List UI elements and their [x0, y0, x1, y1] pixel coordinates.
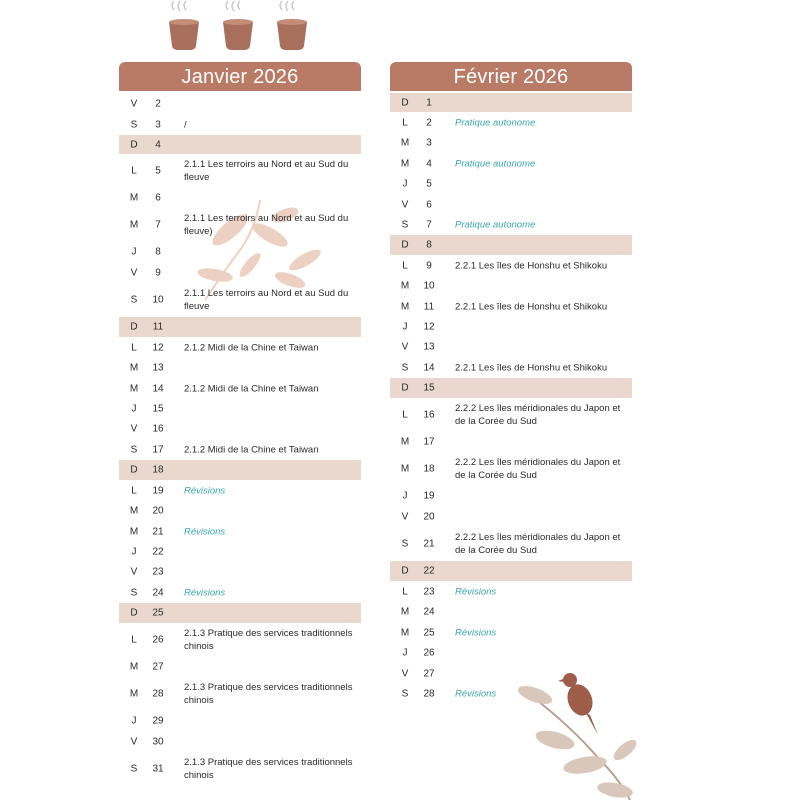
- day-row: [390, 581, 632, 602]
- weekday-letter: M: [400, 137, 410, 149]
- day-number: 7: [155, 219, 161, 231]
- day-number: 23: [152, 566, 164, 578]
- weekday-letter: M: [400, 158, 410, 169]
- day-row: [390, 432, 632, 452]
- day-number: 25: [423, 627, 435, 638]
- weekday-letter: S: [130, 119, 138, 130]
- day-row: [119, 582, 361, 603]
- day-row: [390, 602, 632, 622]
- day-number: 30: [152, 736, 164, 747]
- day-number: 16: [152, 423, 164, 435]
- day-row: [119, 731, 361, 752]
- day-number: 21: [423, 538, 435, 550]
- day-lesson: /: [184, 119, 187, 130]
- day-row: [390, 194, 632, 215]
- day-row: [390, 153, 632, 174]
- day-number: 10: [423, 280, 435, 292]
- day-row: [119, 542, 361, 562]
- weekday-letter: V: [401, 511, 409, 522]
- weekday-letter: M: [129, 219, 139, 231]
- day-row: [390, 235, 632, 255]
- weekday-letter: V: [130, 423, 138, 435]
- day-note: Révisions: [455, 627, 497, 638]
- day-number: 16: [423, 409, 435, 421]
- weekday-letter: D: [401, 97, 409, 108]
- day-row: [390, 296, 632, 317]
- month-title: Janvier 2026: [119, 62, 361, 91]
- tea-cup-icon: [169, 1, 199, 50]
- weekday-letter: V: [130, 736, 138, 747]
- day-number: 12: [423, 321, 435, 333]
- weekday-letter: S: [130, 444, 138, 455]
- tea-cups-decoration: [168, 0, 313, 56]
- day-number: 11: [152, 321, 164, 333]
- day-number: 15: [152, 403, 164, 415]
- day-list: [390, 93, 632, 704]
- day-row: [390, 663, 632, 684]
- day-row: [119, 188, 361, 208]
- day-lesson: 2.2.2 Les îles méridionales du Japon et de la Corée du Sud: [455, 532, 621, 556]
- day-number: 13: [152, 362, 164, 374]
- weekday-letter: V: [401, 199, 409, 210]
- day-row: [390, 486, 632, 506]
- day-row: [390, 337, 632, 357]
- day-row: [119, 521, 361, 542]
- day-number: 24: [152, 587, 164, 598]
- day-row: [119, 378, 361, 399]
- day-number: 18: [423, 463, 435, 475]
- day-number: 8: [426, 239, 432, 251]
- day-row: [390, 622, 632, 643]
- day-number: 14: [423, 362, 435, 373]
- weekday-letter: J: [131, 403, 137, 415]
- day-number: 28: [423, 688, 435, 700]
- weekday-letter: M: [400, 627, 410, 638]
- weekday-letter: V: [130, 98, 138, 109]
- day-number: 4: [426, 158, 432, 169]
- day-lesson: 2.1.2 Midi de la Chine et Taiwan: [184, 342, 319, 353]
- day-row: [119, 501, 361, 521]
- weekday-letter: S: [130, 294, 138, 306]
- weekday-letter: D: [401, 382, 409, 394]
- weekday-letter: M: [129, 526, 139, 537]
- day-number: 2: [155, 98, 161, 109]
- day-number: 9: [155, 267, 161, 278]
- weekday-letter: V: [130, 566, 138, 578]
- day-row: [390, 378, 632, 398]
- day-row: [119, 114, 361, 135]
- day-lesson: 2.1.3 Pratique des services traditionnels chinois: [184, 628, 353, 652]
- weekday-letter: V: [401, 668, 409, 679]
- day-row: [119, 562, 361, 582]
- month-january: [119, 62, 361, 786]
- weekday-letter: D: [401, 565, 409, 577]
- day-row: [390, 357, 632, 378]
- day-row: [390, 398, 632, 432]
- day-lesson: 2.1.3 Pratique des services traditionnels chinois: [184, 757, 353, 781]
- weekday-letter: M: [400, 280, 410, 292]
- tea-cup-icon: [223, 1, 253, 50]
- day-number: 29: [152, 715, 164, 727]
- day-row: [119, 135, 361, 154]
- day-number: 26: [152, 634, 164, 646]
- weekday-letter: S: [401, 688, 409, 700]
- weekday-letter: M: [400, 436, 410, 448]
- weekday-letter: M: [129, 362, 139, 374]
- day-note: Révisions: [184, 485, 226, 496]
- day-number: 18: [152, 464, 164, 476]
- day-number: 10: [152, 294, 164, 306]
- day-row: [390, 93, 632, 112]
- day-number: 28: [152, 688, 164, 700]
- tea-cup-icon: [277, 1, 307, 50]
- day-number: 17: [423, 436, 435, 448]
- weekday-letter: J: [131, 715, 137, 727]
- day-lesson: 2.2.2 Les îles méridionales du Japon et de la Corée du Sud: [455, 457, 621, 481]
- day-row: [390, 112, 632, 133]
- day-lesson: 2.2.2 Les îles méridionales du Japon et de la Corée du Sud: [455, 403, 621, 427]
- weekday-letter: M: [400, 463, 410, 475]
- day-row: [119, 93, 361, 114]
- weekday-letter: D: [130, 321, 138, 333]
- day-number: 13: [423, 341, 435, 353]
- weekday-letter: S: [130, 763, 138, 775]
- day-lesson: 2.2.1 Les îles de Honshu et Shikoku: [455, 362, 608, 373]
- day-row: [119, 711, 361, 731]
- day-number: 26: [423, 647, 435, 659]
- day-number: 15: [423, 382, 435, 394]
- day-number: 19: [152, 485, 164, 496]
- day-lesson: 2.1.2 Midi de la Chine et Taiwan: [184, 383, 319, 394]
- day-number: 21: [152, 526, 164, 537]
- day-lesson: 2.1.3 Pratique des services traditionnels chinois: [184, 682, 353, 706]
- weekday-letter: J: [402, 647, 408, 659]
- weekday-letter: L: [131, 342, 137, 353]
- day-list: [119, 93, 361, 786]
- day-row: [119, 154, 361, 188]
- day-row: [390, 527, 632, 561]
- day-note: Révisions: [455, 688, 497, 700]
- weekday-letter: D: [401, 239, 409, 251]
- weekday-letter: L: [402, 117, 408, 128]
- day-row: [119, 399, 361, 419]
- day-number: 20: [152, 505, 164, 517]
- day-number: 5: [426, 178, 432, 190]
- day-row: [119, 752, 361, 786]
- day-number: 5: [155, 165, 161, 177]
- day-row: [119, 623, 361, 657]
- weekday-letter: S: [130, 587, 138, 598]
- day-lesson: 2.2.1 Les îles de Honshu et Shikoku: [455, 301, 608, 312]
- day-row: [390, 276, 632, 296]
- weekday-letter: J: [131, 246, 137, 258]
- day-number: 24: [423, 606, 435, 618]
- day-note: Révisions: [184, 587, 226, 598]
- day-number: 7: [426, 219, 432, 231]
- month-february: [390, 62, 632, 704]
- day-number: 27: [423, 668, 435, 679]
- day-row: [390, 506, 632, 527]
- day-lesson: 2.1.1 Les terroirs au Nord et au Sud du fleuve: [184, 159, 349, 183]
- day-row: [390, 643, 632, 663]
- weekday-letter: L: [131, 634, 137, 646]
- day-note: Pratique autonome: [455, 219, 536, 231]
- weekday-letter: M: [129, 505, 139, 517]
- day-row: [119, 262, 361, 283]
- weekday-letter: M: [129, 661, 139, 673]
- day-row: [390, 684, 632, 704]
- day-row: [119, 317, 361, 337]
- weekday-letter: J: [402, 321, 408, 333]
- day-note: Pratique autonome: [455, 117, 536, 128]
- day-row: [119, 439, 361, 460]
- day-number: 22: [152, 546, 164, 558]
- day-row: [119, 460, 361, 480]
- weekday-letter: M: [400, 606, 410, 618]
- day-row: [390, 133, 632, 153]
- day-row: [390, 452, 632, 486]
- day-number: 3: [155, 119, 161, 130]
- day-row: [119, 358, 361, 378]
- day-note: Révisions: [184, 526, 226, 537]
- weekday-letter: M: [129, 383, 139, 394]
- weekday-letter: V: [130, 267, 138, 278]
- weekday-letter: D: [130, 607, 138, 619]
- day-row: [119, 283, 361, 317]
- day-lesson: 2.1.2 Midi de la Chine et Taiwan: [184, 444, 319, 455]
- weekday-letter: S: [401, 362, 409, 373]
- day-row: [119, 208, 361, 242]
- day-number: 23: [423, 586, 435, 597]
- weekday-letter: L: [402, 409, 408, 421]
- weekday-letter: M: [400, 301, 410, 312]
- day-number: 6: [426, 199, 432, 210]
- weekday-letter: L: [402, 586, 408, 597]
- day-row: [119, 419, 361, 439]
- day-row: [390, 215, 632, 235]
- weekday-letter: V: [401, 341, 409, 353]
- day-number: 2: [426, 117, 432, 128]
- weekday-letter: D: [130, 464, 138, 476]
- day-number: 3: [426, 137, 432, 149]
- day-note: Révisions: [455, 586, 497, 597]
- day-number: 1: [426, 97, 432, 108]
- day-number: 31: [152, 763, 164, 775]
- day-lesson: 2.2.1 Les îles de Honshu et Shikoku: [455, 260, 608, 271]
- day-number: 9: [426, 260, 432, 271]
- day-row: [390, 317, 632, 337]
- day-row: [119, 480, 361, 501]
- day-row: [390, 174, 632, 194]
- day-row: [119, 657, 361, 677]
- day-row: [119, 677, 361, 711]
- weekday-letter: J: [131, 546, 137, 558]
- day-row: [119, 603, 361, 623]
- weekday-letter: L: [402, 260, 408, 271]
- weekday-letter: S: [401, 538, 409, 550]
- day-number: 11: [423, 301, 435, 312]
- day-number: 8: [155, 246, 161, 258]
- day-number: 12: [152, 342, 164, 353]
- day-number: 17: [152, 444, 164, 455]
- day-lesson: 2.1.1 Les terroirs au Nord et au Sud du fleuve): [184, 213, 349, 237]
- day-number: 6: [155, 192, 161, 204]
- day-row: [119, 242, 361, 262]
- day-row: [119, 337, 361, 358]
- weekday-letter: L: [131, 485, 137, 496]
- day-number: 4: [155, 139, 161, 150]
- day-number: 19: [423, 490, 435, 502]
- day-row: [390, 561, 632, 581]
- day-number: 22: [423, 565, 435, 577]
- day-note: Pratique autonome: [455, 158, 536, 169]
- weekday-letter: J: [402, 490, 408, 502]
- weekday-letter: M: [129, 688, 139, 700]
- weekday-letter: J: [402, 178, 408, 190]
- day-number: 20: [423, 511, 435, 522]
- weekday-letter: S: [401, 219, 409, 231]
- day-number: 25: [152, 607, 164, 619]
- month-title: Février 2026: [390, 62, 632, 91]
- day-number: 27: [152, 661, 164, 673]
- weekday-letter: L: [131, 165, 137, 177]
- weekday-letter: D: [130, 139, 138, 150]
- weekday-letter: M: [129, 192, 139, 204]
- day-lesson: 2.1.1 Les terroirs au Nord et au Sud du fleuve: [184, 288, 349, 312]
- day-number: 14: [152, 383, 164, 394]
- day-row: [390, 255, 632, 276]
